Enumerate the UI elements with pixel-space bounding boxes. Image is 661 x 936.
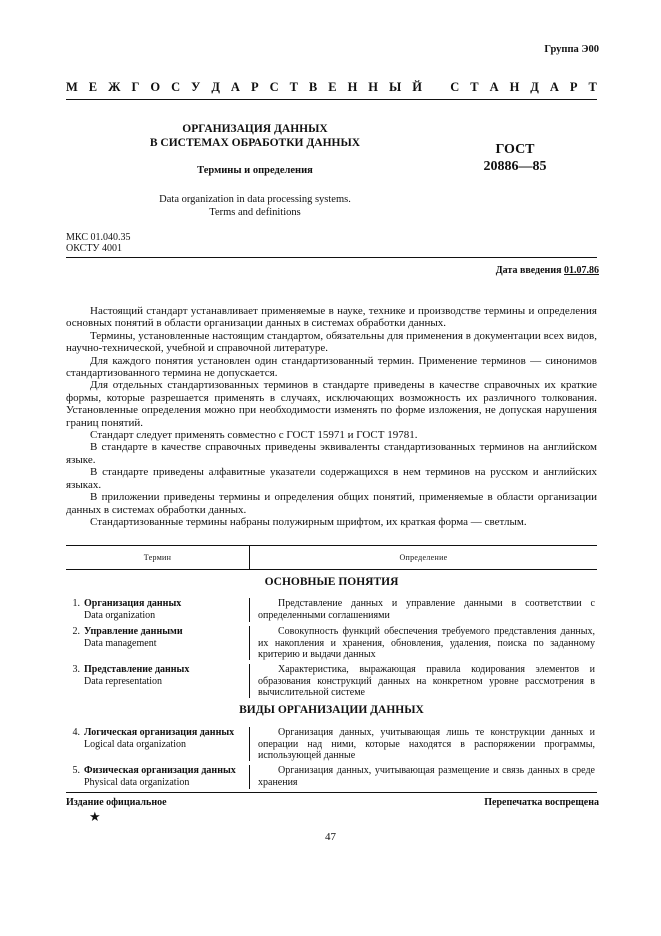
heading-letter: У [191,80,201,94]
term-ru: Физическая организация данных [84,765,236,776]
term-en: Physical data organization [84,776,190,788]
term-divider [249,664,250,698]
gost-number: 20886—85 [483,159,547,174]
term-en: Data organization [84,609,156,621]
term-definition: Совокупность функций обеспечения требуемого представления данных, их накопления и хранения, обновления, удаления, поиска по заданному критерию и выдачи данных [258,626,595,660]
title-line-1: ОРГАНИЗАЦИЯ ДАННЫХ [182,123,328,135]
group-code: Группа Э00 [544,44,599,55]
term-definition: Организация данных, учитывающая лишь те конструкции данных и операции над ними, которые находятся в распоряжении программы, использующей данные [258,727,595,761]
heading-letter: Е [328,80,337,94]
mks-code: МКС 01.040.35 [66,232,131,243]
term-row [66,626,246,649]
term-ru: Управление данными [84,626,183,637]
section-data-organization-types: ВИДЫ ОРГАНИЗАЦИИ ДАННЫХ [239,704,424,716]
okstu-code: ОКСТУ 4001 [66,243,123,254]
intro-paragraph: Стандартизованные термины набраны полужирным шрифтом, их краткая форма — светлым. [90,515,527,528]
heading-letter: О [150,80,161,94]
intro-paragraph: В стандарте приведены алфавитные указатели содержащихся в нем терминов на русском и английских языках. [66,466,597,491]
heading-space [433,80,439,95]
column-header-definition: Определение [399,553,448,562]
heading-letter: Й [412,80,422,94]
heading-letter: М [66,80,78,94]
classification-codes [66,232,130,254]
english-title [120,193,390,219]
heading-letter: А [230,80,240,94]
term-en: Data representation [84,675,163,687]
star-icon: ★ [89,809,101,824]
document-title [120,122,390,150]
term-divider [249,765,250,789]
term-row [66,598,246,621]
term-number: 2. [72,626,80,637]
table-bottom-rule [66,792,597,793]
table-header-rule [66,569,597,570]
intro-paragraph: В приложении приведены термины и определения общих понятий, применяемые в области организации данных в системах обработки данных. [66,491,597,516]
intro-paragraph: Стандарт следует применять совместно с ГОСТ 15971 и ГОСТ 19781. [90,429,418,442]
term-row [66,765,246,788]
column-header-term: Термин [143,553,172,562]
heading-letter: А [489,80,499,94]
term-divider [249,626,250,660]
intro-paragraph: Настоящий стандарт устанавливает применяемые в науке, технике и производстве термины и определения основных понятий в области организации данных в системах обработки данных. [66,305,597,330]
heading-letter: Г [131,80,140,94]
heading-letter: Д [211,80,220,94]
heading-letter: Д [530,80,539,94]
intro-paragraph: Термины, установленные настоящим стандартом, обязательны для применения в документации всех видов, научно-технической, учебной и справочной литературе. [66,329,597,355]
heading-letter: Р [250,80,259,94]
gost-designation [460,141,570,175]
term-number: 3. [72,664,80,675]
intro-paragraph: В стандарте в качестве справочных приведены эквиваленты стандартизованных терминов на английском языке. [66,441,597,466]
heading-letter: Е [88,80,98,94]
heading-letter: Ы [389,80,402,94]
heading-letter: Т [588,80,597,94]
heading-letter: С [171,80,181,94]
term-en: Data management [84,637,157,649]
title-line-2: В СИСТЕМАХ ОБРАБОТКИ ДАННЫХ [149,137,361,149]
term-divider [249,727,250,761]
term-number: 5. [72,765,80,776]
heading-letter: С [450,80,460,94]
official-edition: Издание официальное [66,797,167,808]
heading-letter: Н [347,80,358,94]
term-definition: Характеристика, выражающая правила кодирования элементов и образования конструкций данных на конкретном уровне рассмотрения в вычислительной системе [258,664,595,698]
heading-letter: С [269,80,279,94]
interstate-standard-heading [66,80,597,95]
term-definition: Организация данных, учитывающая размещение и связь данных в среде хранения [258,765,595,788]
term-number: 4. [72,727,80,738]
document-subtitle: Термины и определения [197,165,313,176]
introduction-text [66,305,597,528]
heading-letter: Т [470,80,479,94]
heading-letter: А [549,80,559,94]
term-definition: Представление данных и управление данными в соответствии с определенными соглашениями [258,598,595,621]
english-title-line-2: Terms and definitions [209,207,301,218]
term-en: Logical data organization [84,738,186,750]
page-number: 47 [325,831,336,843]
heading-letter: Т [289,80,298,94]
heading-letter: Р [569,80,578,94]
gost-label: ГОСТ [495,142,535,157]
heading-letter: Н [509,80,520,94]
term-number: 1. [72,598,80,609]
table-top-rule [66,545,597,546]
term-divider [249,598,250,622]
header-rule [66,99,597,100]
term-row [66,664,246,687]
effective-date-label: Дата введения [495,265,562,276]
effective-date [496,265,599,276]
heading-letter: Н [368,80,379,94]
term-ru: Организация данных [84,598,182,609]
section-basic-concepts: ОСНОВНЫЕ ПОНЯТИЯ [264,576,399,588]
intro-paragraph: Для каждого понятия установлен один стандартизованный термин. Применение терминов — синонимов стандартизованного термина не допускается. [66,354,597,380]
heading-letter: Ж [108,80,121,94]
heading-letter: В [308,80,318,94]
intro-paragraph: Для отдельных стандартизованных терминов в стандарте приведены в качестве справочных их краткие формы, которые разрешается применять в случаях, исключающих возможность их различного толкования. Установленные определения можно при необходимости изменять по форме изложения, не допуская нарушения границ понятий. [66,379,597,429]
term-ru: Логическая организация данных [84,727,235,738]
effective-date-value: 01.07.86 [564,265,599,276]
term-ru: Представление данных [84,664,190,675]
term-row [66,727,246,750]
english-title-line-1: Data organization in data processing systems. [159,194,351,205]
codes-rule [66,257,597,258]
reprint-prohibited: Перепечатка воспрещена [484,797,599,808]
